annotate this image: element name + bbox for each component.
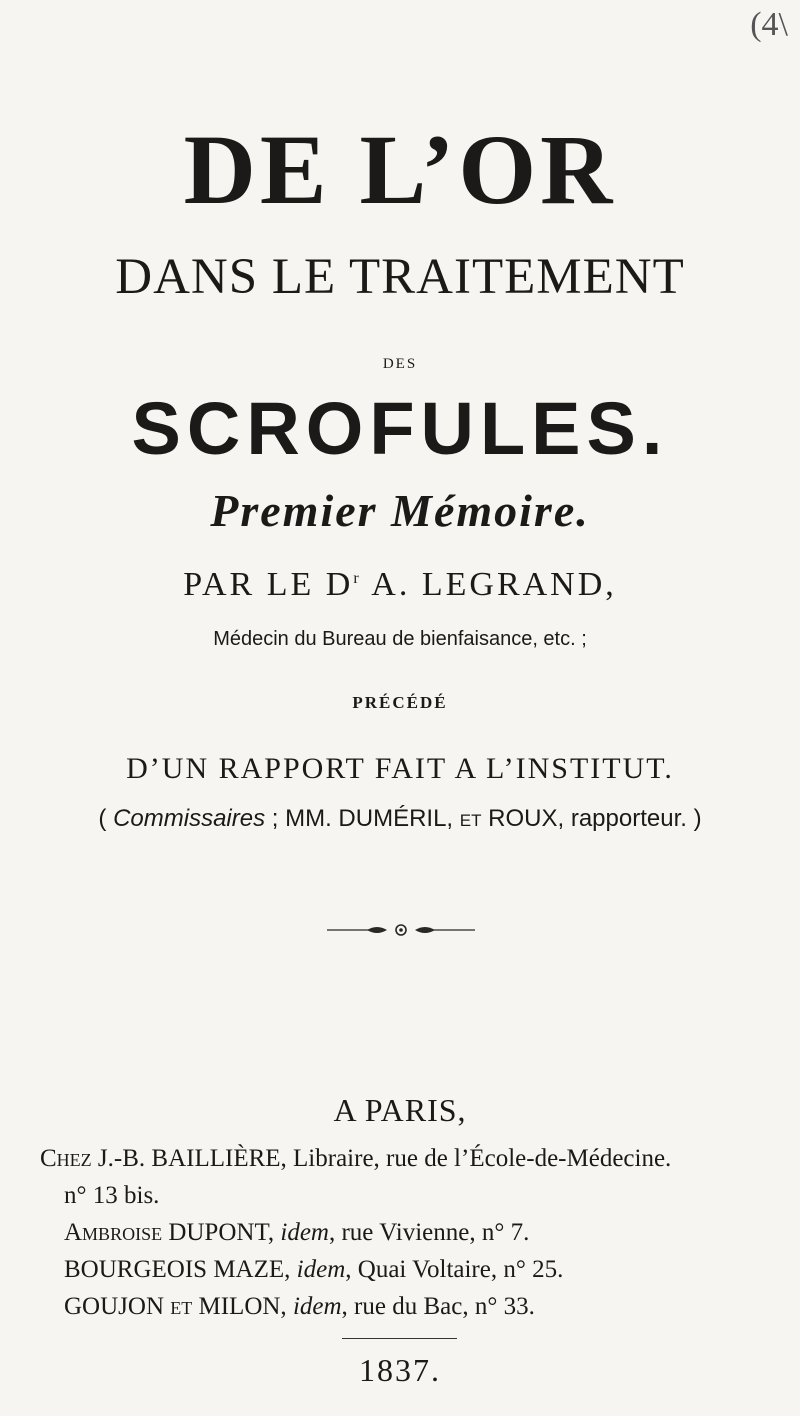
author-prefix-sup: r xyxy=(353,570,362,587)
publication-year: 1837. xyxy=(359,1352,441,1388)
imprint-line-1: Chez J.-B. BAILLIÈRE, Libraire, rue de l’École-de-Médecine. xyxy=(40,1145,672,1172)
commission-label: Commissaires xyxy=(113,805,266,832)
subtitle: DANS LE TRAITEMENT xyxy=(115,249,685,305)
report-line: D’UN RAPPORT FAIT A L’INSTITUT. xyxy=(126,752,674,785)
imprint-line-4: BOURGEOIS MAZE, idem, Quai Voltaire, n° 25. xyxy=(64,1256,564,1283)
author-prefix: PAR LE D xyxy=(183,566,354,603)
connector-word: DES xyxy=(382,356,418,372)
divider-rule xyxy=(342,1338,457,1339)
preceded-label: PRÉCÉDÉ xyxy=(352,693,448,712)
commission-line: ( Commissaires ; MM. DUMÉRIL, et ROUX, rapporteur. ) xyxy=(98,805,702,832)
author-role: Médecin du Bureau de bienfaisance, etc. ; xyxy=(213,628,587,650)
decorative-rule-ornament-icon xyxy=(327,920,475,940)
subject-title: SCROFULES. xyxy=(131,387,669,470)
imprint-line-5: GOUJON et MILON, idem, rue du Bac, n° 33. xyxy=(64,1293,535,1320)
place-of-publication: A PARIS, xyxy=(333,1092,467,1128)
imprint-line-3: Ambroise DUPONT, idem, rue Vivienne, n° 7. xyxy=(64,1219,530,1246)
main-title: DE L’OR xyxy=(183,114,617,225)
page-number-mark: (4\ xyxy=(750,6,788,43)
author-name: A. LEGRAND, xyxy=(371,566,617,603)
imprint-line-2: n° 13 bis. xyxy=(64,1182,160,1209)
author-line xyxy=(0,566,800,604)
memoir-heading: Premier Mémoire. xyxy=(210,485,590,536)
